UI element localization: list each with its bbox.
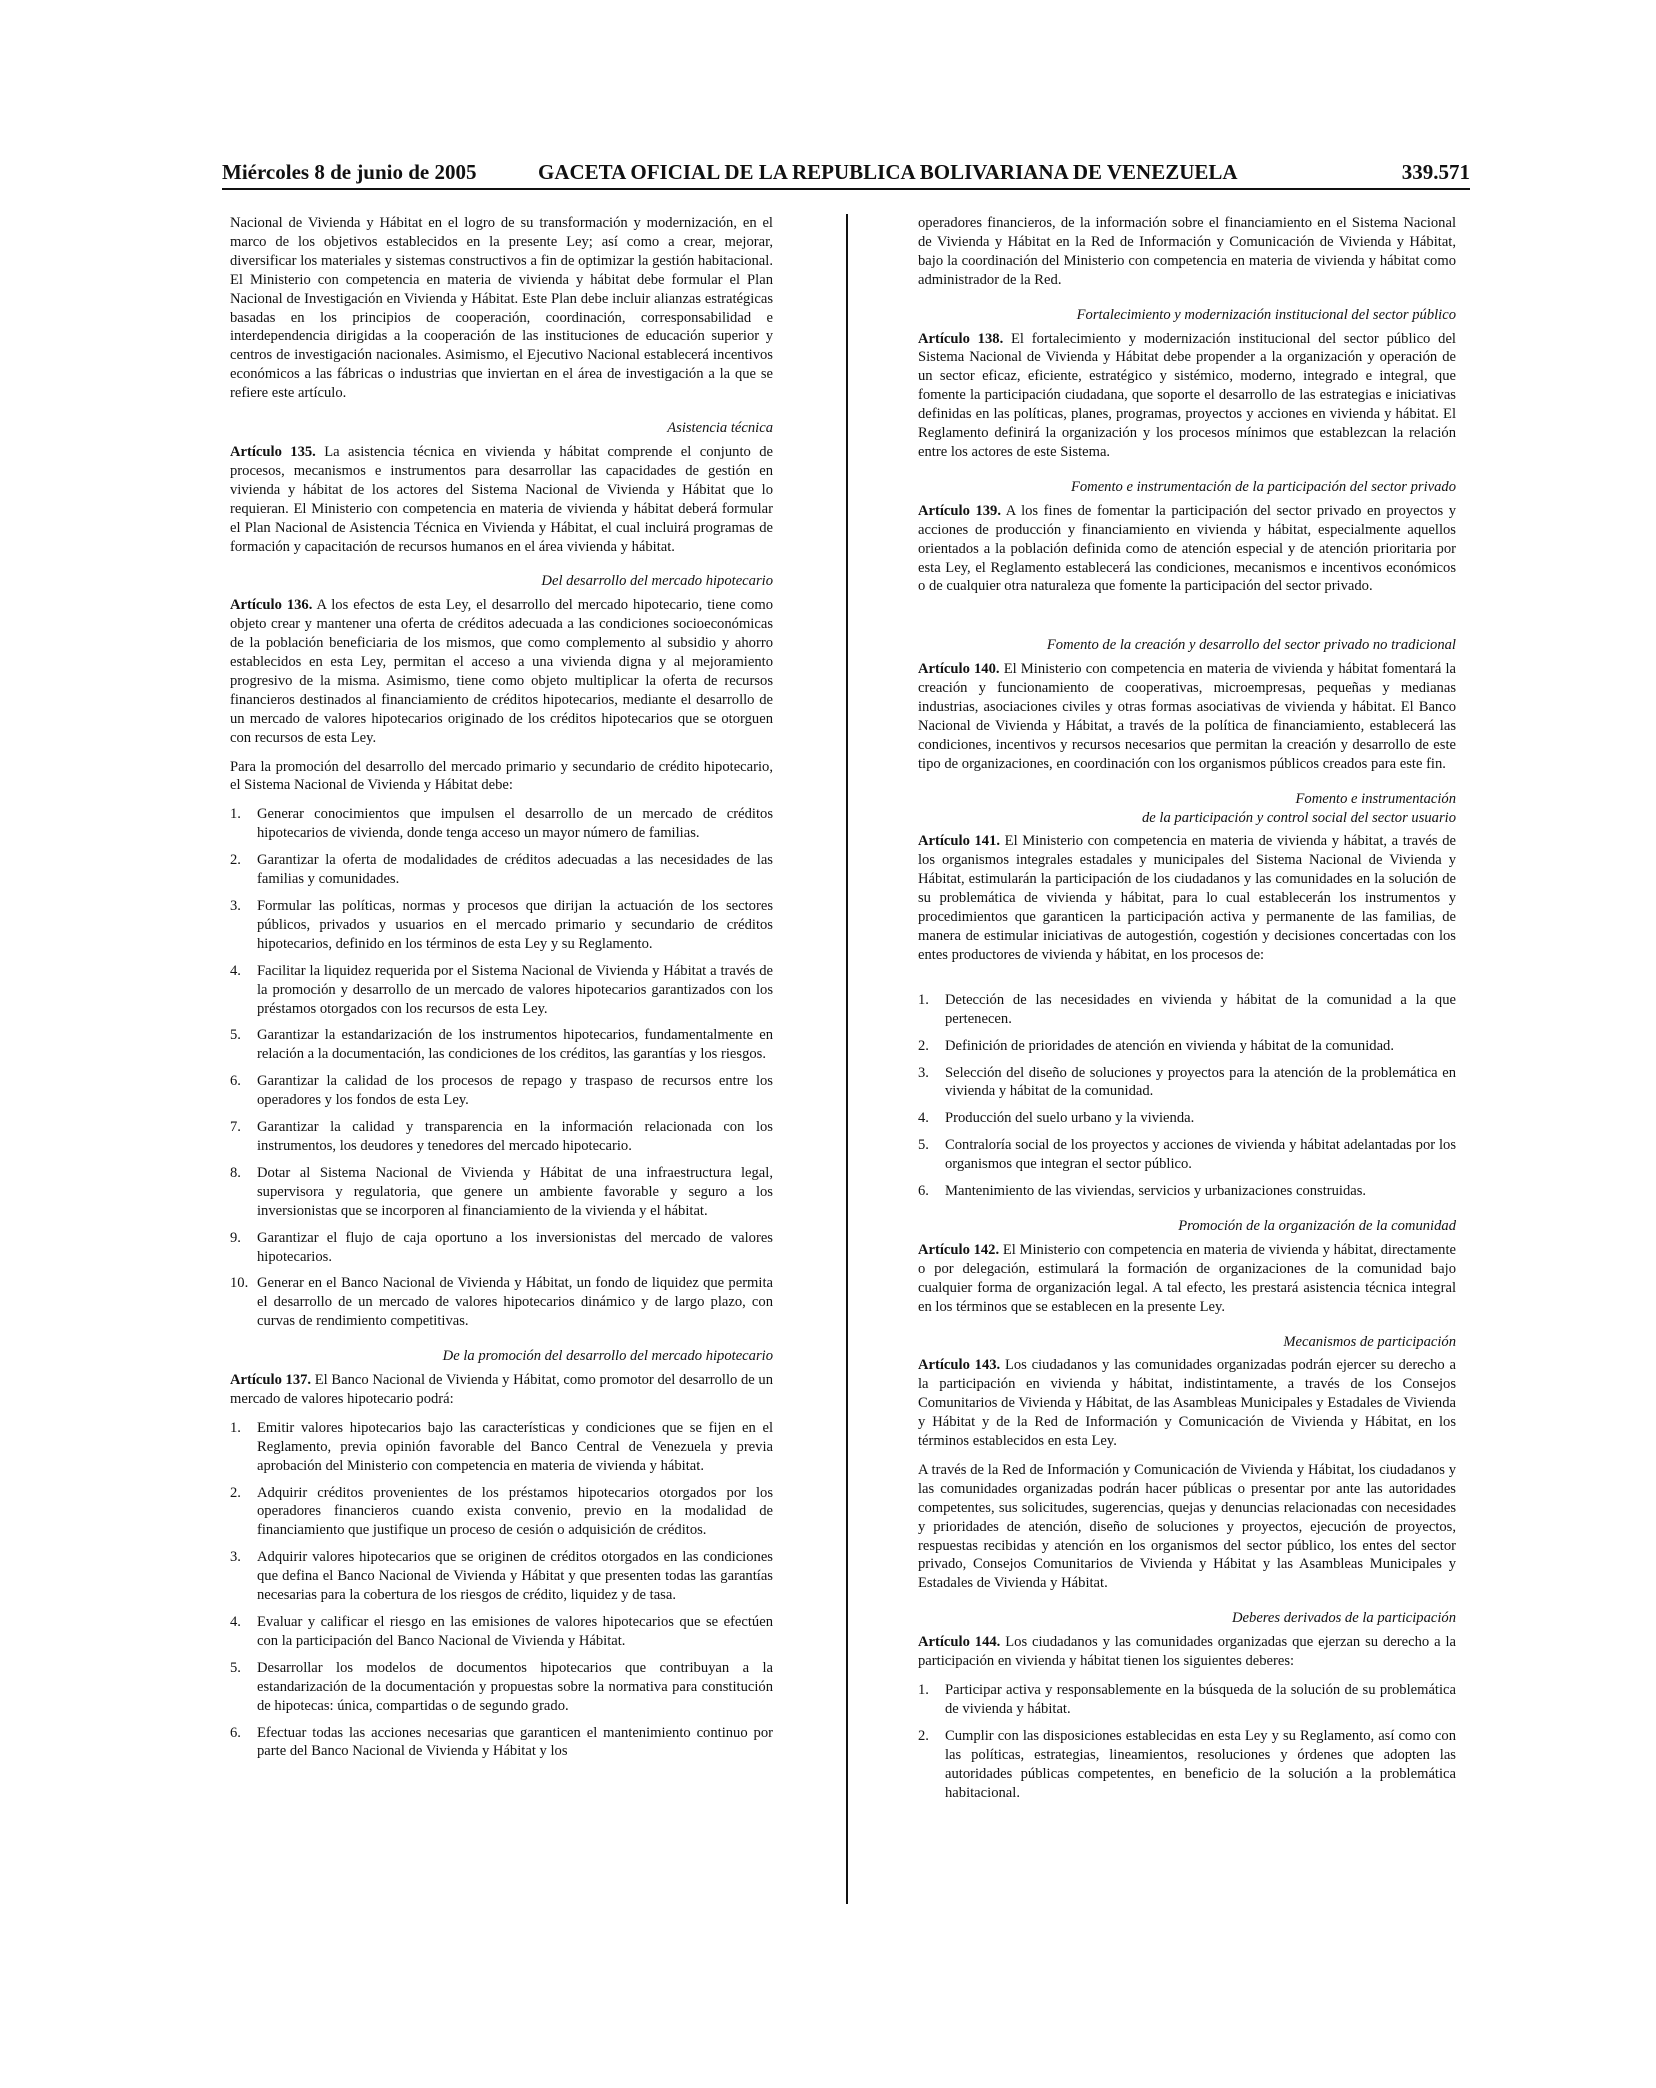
list-item (918, 991, 1456, 1029)
list-item (230, 1548, 773, 1605)
header-page-number: 339.571 (1401, 160, 1470, 184)
section-heading-organizacion: Promoción de la organización de la comunidad (1178, 1217, 1456, 1234)
header-date: Miércoles 8 de junio de 2005 (222, 160, 477, 184)
list-item-number: 1. (918, 991, 929, 1008)
list-item-text: Evaluar y calificar el riesgo en las emisiones de valores hipotecarios que se efectúen con la participación del Banco Nacional de Vivienda y Hábitat. (257, 1614, 773, 1649)
list-item-number: 3. (230, 1549, 241, 1566)
list-item-text: Formular las políticas, normas y procesos que dirijan la actuación de los sectores públicos, privados y usuarios en el mercado primario y secundario de créditos hipotecarios, definido en los términos de esta Ley y su Reglamento. (257, 898, 773, 952)
article-143 (918, 1356, 1456, 1451)
list-item-text: Detección de las necesidades en vivienda y hábitat de la comunidad a la que pertenecen. (945, 991, 1456, 1027)
list-item-number: 2. (230, 1484, 241, 1501)
article-135 (230, 443, 773, 556)
article-136-label: Artículo 136. (230, 597, 313, 614)
list-item (230, 805, 773, 843)
article-139 (918, 502, 1456, 597)
article-143-text: Los ciudadanos y las comunidades organizadas podrán ejercer su derecho a la participación en vivienda y hábitat, indistintamente, a través de los Consejos Comunitarios de Vivienda y Hábitat, de las Asambleas Municipales y Estadales de Vivienda y Hábitat y de la Red de Información y Comunicación de Vivienda y Hábitat, en los términos establecidos en esta Ley. (918, 1357, 1456, 1450)
article-144-text: Los ciudadanos y las comunidades organizadas que ejerzan su derecho a la participación en vivienda y hábitat tienen los siguientes deberes: (918, 1634, 1456, 1670)
section-heading-asistencia: Asistencia técnica (667, 420, 773, 437)
list-item (230, 1724, 773, 1762)
section-heading-control-social-line-2: de la participación y control social del sector usuario (1142, 809, 1456, 826)
section-heading-promocion: De la promoción del desarrollo del mercado hipotecario (442, 1348, 773, 1365)
article-138-label: Artículo 138. (918, 330, 1004, 347)
article-139-label: Artículo 139. (918, 502, 1001, 519)
article-144 (918, 1633, 1456, 1671)
list-item-text: Garantizar la oferta de modalidades de créditos adecuadas a las necesidades de las familias y comunidades. (257, 852, 773, 888)
list-item-text: Mantenimiento de las viviendas, servicios y urbanizaciones construidas. (945, 1183, 1367, 1200)
article-137-list (230, 1419, 773, 1762)
list-item-number: 2. (918, 1037, 929, 1054)
article-143-label: Artículo 143. (918, 1357, 1001, 1374)
list-item (918, 1037, 1456, 1056)
list-item-number: 2. (918, 1727, 929, 1744)
article-136-list (230, 805, 773, 1331)
article-141 (918, 832, 1456, 964)
article-143-paragraph-2: A través de la Red de Información y Comunicación de Vivienda y Hábitat, los ciudadanos y las comunidades organizadas podrán hacer públicas o presentar por ante las autoridades competentes, sus solicitudes, sugerencias, quejas y denuncias relacionadas con necesidades y prioridades de atención, diseño de soluciones y proyectos, ejecución de proyectos, respuestas recibidas y atención en los organismos del sector público, los entes del sector privado, Consejos Comunitarios de Vivienda y Hábitat y las Asambleas Municipales y Estadales de Vivienda y Hábitat. (918, 1461, 1456, 1592)
list-item-number: 2. (230, 852, 241, 869)
left-column (230, 214, 773, 1771)
section-heading-sector-privado: Fomento e instrumentación de la participación del sector privado (1070, 478, 1456, 495)
list-item (230, 1659, 773, 1716)
list-item-text: Garantizar la estandarización de los instrumentos hipotecarios, fundamentalmente en relación a la documentación, las condiciones de los créditos, las garantías y los riesgos. (257, 1027, 773, 1063)
list-item-number: 1. (230, 1419, 241, 1436)
list-item-number: 8. (230, 1164, 241, 1181)
list-item-number: 6. (230, 1724, 241, 1741)
list-item-text: Definición de prioridades de atención en vivienda y hábitat de la comunidad. (945, 1037, 1395, 1054)
section-heading-deberes: Deberes derivados de la participación (1232, 1610, 1456, 1627)
left-intro-paragraph: Nacional de Vivienda y Hábitat en el logro de su transformación y modernización, en el marco de los objetivos establecidos en la presente Ley; así como a crear, mejorar, diversificar los materiales y sistemas constructivos a fin de optimizar la gestión habitacional. El Ministerio con competencia en materia de vivienda y hábitat debe formular el Plan Nacional de Investigación en Vivienda y Hábitat. Este Plan debe incluir alianzas estratégicas basadas en los principios de cooperación, coordinación, corresponsabilidad e interdependencia dirigidas a la cooperación de las instituciones de educación superior y centros de investigación nacionales. Asimismo, el Ejecutivo Nacional establecerá incentivos económicos a las fábricas o industrias que inviertan en el área de investigación a la que se refiere este artículo. (230, 215, 773, 402)
article-135-label: Artículo 135. (230, 443, 316, 460)
article-136-paragraph-2: Para la promoción del desarrollo del mercado primario y secundario de crédito hipotecario, el Sistema Nacional de Vivienda y Hábitat debe: (230, 758, 773, 794)
article-135-text: La asistencia técnica en vivienda y hábitat comprende el conjunto de procesos, mecanismos e instrumentos para desarrollar las capacidades de gestión en vivienda y hábitat de los actores del Sistema Nacional de Vivienda y Hábitat que lo requieran. El Ministerio con competencia en materia de vivienda y hábitat deberá formular el Plan Nacional de Asistencia Técnica en Vivienda y Hábitat, el cual incluirá programas de formación y capacitación de recursos humanos en el área vivienda y hábitat. (230, 443, 773, 555)
article-142 (918, 1241, 1456, 1317)
list-item-text: Producción del suelo urbano y la vivienda. (945, 1110, 1195, 1127)
list-item-text: Dotar al Sistema Nacional de Vivienda y Hábitat de una infraestructura legal, supervisora y regulatoria, que genere un ambiente favorable y seguro a los inversionistas que se incorporen al financiamiento de la vivienda y el hábitat. (257, 1164, 773, 1219)
list-item-text: Adquirir valores hipotecarios que se originen de créditos otorgados en las condiciones que defina el Banco Nacional de Vivienda y Hábitat y que presenten todas las garantías necesarias para la cobertura de los riesgos de crédito, liquidez y de tasa. (257, 1549, 773, 1604)
list-item-number: 5. (230, 1027, 241, 1044)
list-item (230, 1613, 773, 1651)
list-item (918, 1064, 1456, 1102)
list-item (918, 1681, 1456, 1719)
article-136-text: A los efectos de esta Ley, el desarrollo del mercado hipotecario, tiene como objeto crear y mantener una oferta de créditos adecuada a las condiciones socioeconómicas de la población beneficiaria de los mismos, que como complemento al subsidio y ahorro establecidos en esta Ley, permitan el acceso a una vivienda digna y al mejoramiento progresivo de la misma. Asimismo, tiene como objeto multiplicar la oferta de recursos financieros destinados al financiamiento de créditos hipotecarios, mediante el desarrollo de un mercado de valores hipotecarios originado de los créditos hipotecarios que se otorguen con recursos de esta Ley. (230, 597, 773, 746)
header-title: GACETA OFICIAL DE LA REPUBLICA BOLIVARIANA DE VENEZUELA (538, 160, 1238, 184)
article-140 (918, 660, 1456, 773)
list-item (918, 1182, 1456, 1201)
list-item (230, 1484, 773, 1541)
article-137 (230, 1371, 773, 1409)
list-item-number: 3. (230, 898, 241, 914)
list-item-number: 6. (918, 1183, 929, 1200)
section-heading-fortalecimiento: Fortalecimiento y modernización institucional del sector público (1076, 306, 1456, 323)
list-item-text: Selección del diseño de soluciones y proyectos para la atención de la problemática en vivienda y hábitat de la comunidad. (945, 1064, 1456, 1100)
list-item-text: Generar en el Banco Nacional de Vivienda y Hábitat, un fondo de liquidez que permita el desarrollo de un mercado de valores hipotecarios dinámico y de largo plazo, con curvas de rendimiento competitivas. (257, 1275, 773, 1330)
list-item (918, 1136, 1456, 1174)
list-item-number: 4. (230, 962, 241, 979)
list-item-number: 7. (230, 1119, 241, 1136)
column-divider (846, 214, 848, 1904)
section-heading-mecanismos: Mecanismos de participación (1283, 1333, 1456, 1350)
right-column (918, 214, 1456, 1812)
list-item (918, 1109, 1456, 1128)
list-item (230, 1026, 773, 1064)
list-item-number: 1. (230, 806, 241, 823)
article-138-text: El fortalecimiento y modernización institucional del sector público del Sistema Nacional de Vivienda y Hábitat debe propender a la organización y operación de un sector eficaz, eficiente, estratégico y sistémico, moderno, integrado e integral, que fomente la participación ciudadana, que soporte el desarrollo de las estrategias e iniciativas definidas en las políticas, planes, programas, proyectos y acciones en vivienda y hábitat. El Reglamento definirá la organización y los procesos mínimos que establezcan la relación entre los actores de este Sistema. (918, 330, 1456, 460)
list-item-number: 3. (918, 1064, 929, 1081)
list-item-text: Cumplir con las disposiciones establecidas en esta Ley y su Reglamento, así como con las políticas, estrategias, lineamientos, resoluciones y órdenes que adopten las autoridades públicas competentes, en beneficio de la solución a la problemática habitacional. (945, 1727, 1456, 1801)
list-item-number: 4. (918, 1110, 929, 1127)
list-item-number: 9. (230, 1229, 241, 1246)
article-141-text: El Ministerio con competencia en materia de vivienda y hábitat, a través de los organismos integrales estadales y municipales del Sistema Nacional de Vivienda y Hábitat, estimularán la participación de los ciudadanos y las comunidades en la solución de su problemática de vivienda y hábitat, para lo cual establecerán los instrumentos y procedimientos que garanticen la participación activa y permanente de las familias, de manera de estimular iniciativas de autogestión, cogestión y decisiones concertadas con los entes productores de vivienda y hábitat, en los procesos de: (918, 833, 1456, 963)
list-item (230, 897, 773, 954)
list-item (230, 1164, 773, 1221)
list-item (230, 851, 773, 889)
list-item (230, 1229, 773, 1267)
list-item-number: 6. (230, 1073, 241, 1090)
section-heading-no-tradicional: Fomento de la creación y desarrollo del sector privado no tradicional (1046, 637, 1456, 654)
article-140-label: Artículo 140. (918, 661, 1000, 678)
article-136 (230, 596, 773, 747)
list-item (230, 1118, 773, 1156)
list-item-text: Desarrollar los modelos de documentos hipotecarios que contribuyan a la estandarización de la documentación y propuestas sobre la normativa para constitución de hipotecas: única, compartidas o de segundo grado. (257, 1659, 773, 1714)
section-heading-control-social-line-1: Fomento e instrumentación (1295, 790, 1456, 807)
article-141-list (918, 991, 1456, 1201)
article-142-text: El Ministerio con competencia en materia de vivienda y hábitat, directamente o por delegación, estimulará la formación de organizaciones de la comunidad bajo cualquier forma de organización legal. A tal efecto, les prestará asistencia técnica integral en los términos que se establecen en la presente Ley. (918, 1241, 1456, 1315)
list-item-text: Garantizar la calidad de los procesos de repago y traspaso de recursos entre los operadores y los fondos de esta Ley. (257, 1073, 773, 1109)
list-item-text: Garantizar el flujo de caja oportuno a los inversionistas del mercado de valores hipotecarios. (257, 1229, 773, 1265)
article-139-text: A los fines de fomentar la participación del sector privado en proyectos y acciones de producción y financiamiento en vivienda y hábitat, especialmente aquellos orientados a la población definida como de atención especial y de atención prioritaria por esta Ley, el Reglamento establecerá las condiciones, mecanismos e incentivos económicos o de cualquier otra naturaleza que fomente la participación del sector privado. (918, 502, 1456, 595)
article-137-text: El Banco Nacional de Vivienda y Hábitat, como promotor del desarrollo de un mercado de valores hipotecario podrá: (230, 1372, 773, 1407)
list-item (230, 1072, 773, 1110)
list-item-text: Facilitar la liquidez requerida por el Sistema Nacional de Vivienda y Hábitat a través de la promoción y desarrollo de un mercado de valores hipotecarios garantizados con los préstamos otorgados con los recursos de esta Ley. (257, 962, 773, 1017)
article-140-text: El Ministerio con competencia en materia de vivienda y hábitat fomentará la creación y funcionamiento de cooperativas, microempresas, pequeñas y medianas industrias, asociaciones civiles y otras formas asociativas de vivienda y hábitat. El Banco Nacional de Vivienda y Hábitat, a través de la política de financiamiento, establecerá las condiciones, incentivos y recursos necesarios que permitan la creación y desarrollo de este tipo de organizaciones, en coordinación con los organismos públicos creados para este fin. (918, 661, 1456, 772)
right-intro-paragraph: operadores financieros, de la información sobre el financiamiento en el Sistema Nacional de Vivienda y Hábitat en la Red de Información y Comunicación de Vivienda y Hábitat, bajo la coordinación del Ministerio con competencia en materia de vivienda y hábitat como administrador de la Red. (918, 215, 1456, 288)
article-144-label: Artículo 144. (918, 1634, 1001, 1651)
article-141-label: Artículo 141. (918, 833, 1001, 850)
list-item-text: Contraloría social de los proyectos y acciones de vivienda y hábitat adelantadas por los organismos que integran el sector público. (945, 1137, 1456, 1173)
article-137-label: Artículo 137. (230, 1372, 312, 1389)
list-item-text: Participar activa y responsablemente en la búsqueda de la solución de su problemática de vivienda y hábitat. (945, 1682, 1456, 1717)
list-item-text: Emitir valores hipotecarios bajo las características y condiciones que se fijen en el Reglamento, previa opinión favorable del Banco Central de Venezuela y previa aprobación del Ministerio con competencia en materia de vivienda y hábitat. (257, 1419, 773, 1474)
list-item (918, 1727, 1456, 1803)
list-item (230, 1274, 773, 1331)
list-item-text: Garantizar la calidad y transparencia en la información relacionada con los instrumentos, los deudores y tenedores del mercado hipotecario. (257, 1119, 773, 1154)
list-item-number: 4. (230, 1614, 241, 1630)
list-item-number: 1. (918, 1682, 929, 1698)
list-item-number: 5. (918, 1137, 929, 1154)
article-138 (918, 330, 1456, 462)
header-rule (222, 188, 1470, 190)
list-item-number: 10. (230, 1275, 249, 1292)
list-item-number: 5. (230, 1659, 241, 1676)
list-item (230, 962, 773, 1019)
list-item-text: Efectuar todas las acciones necesarias que garanticen el mantenimiento continuo por parte del Banco Nacional de Vivienda y Hábitat y los (257, 1724, 773, 1760)
section-heading-mercado-hipotecario: Del desarrollo del mercado hipotecario (541, 573, 773, 590)
list-item-text: Adquirir créditos provenientes de los préstamos hipotecarios otorgados por los operadores financieros cuando exista convenio, previo en la modalidad de financiamiento que justifique un proceso de cesión o adquisición de créditos. (257, 1484, 773, 1539)
article-144-list (918, 1681, 1456, 1802)
section-heading-control-social (918, 790, 1456, 828)
list-item (230, 1419, 773, 1476)
article-142-label: Artículo 142. (918, 1241, 1000, 1258)
list-item-text: Generar conocimientos que impulsen el desarrollo de un mercado de créditos hipotecarios de vivienda, donde tenga acceso un mayor número de familias. (257, 806, 773, 842)
